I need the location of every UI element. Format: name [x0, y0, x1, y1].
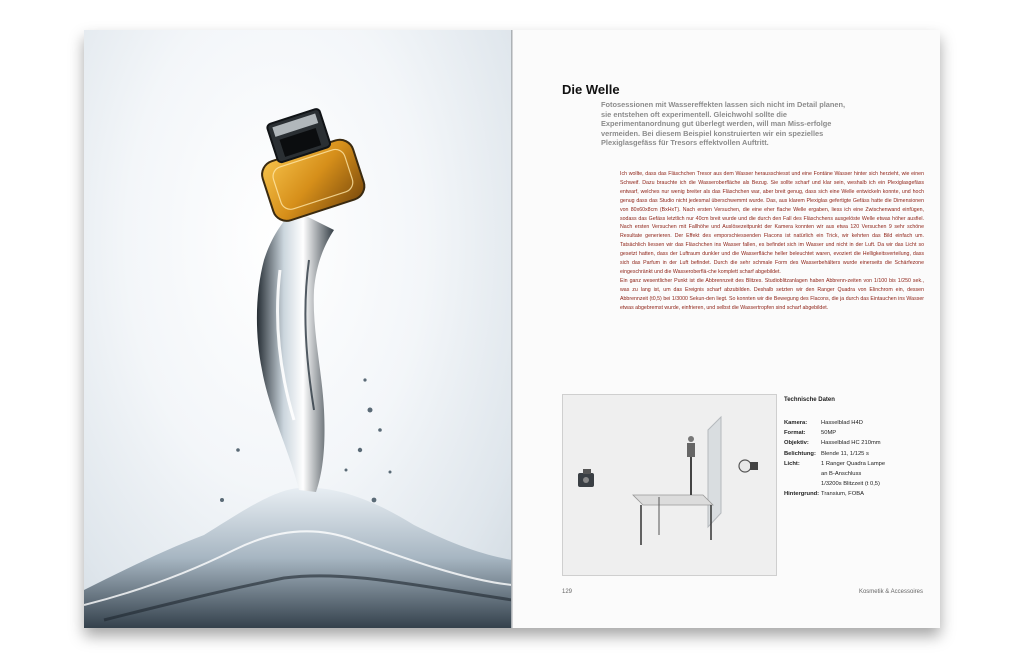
tech-data-table	[784, 418, 931, 500]
perfume-water-photo	[84, 30, 512, 628]
right-page	[513, 30, 940, 628]
tech-value: 50MP	[821, 430, 837, 437]
tech-row	[784, 479, 931, 489]
tech-value: 1 Ranger Quadra Lampe	[821, 460, 886, 467]
tech-key: Format:	[784, 430, 806, 437]
body-text	[620, 170, 924, 313]
tech-row	[784, 469, 931, 479]
tech-key: Belichtung:	[784, 450, 816, 457]
tech-row	[784, 418, 931, 428]
tech-key: Licht:	[784, 460, 800, 467]
intro-text: Fotosessionen mit Wassereffekten lassen sich nicht im Detail planen, sie entstehen oft experimentell. Gleichwohl sollte die Experimentanordnung gut überlegt werden, will man Miss-erfolge vermeiden. Bei diesem Beispiel konstruierten wir ein spezielles Plexiglasgefäss für Tresors effektvollen Auftritt.	[601, 100, 846, 148]
setup-illustration	[563, 395, 776, 575]
tech-value: Hasselblad HC 210mm	[821, 440, 881, 447]
tech-row	[784, 428, 931, 438]
tech-data-title: Technische Daten	[784, 397, 835, 403]
tech-value: Blende 11, 1/125 s	[821, 450, 869, 457]
page-number: 129	[562, 589, 573, 595]
tech-key	[784, 479, 821, 489]
flash-light-icon	[739, 460, 758, 472]
tech-value: an B-Anschluss	[821, 471, 862, 478]
tech-row	[784, 489, 931, 499]
body-paragraph: Ein ganz wesentlicher Punkt ist die Abbrennzeit des Blitzes. Studioblitzanlagen haben Abbrenn-zeiten von 1/100 bis 1/250 sek., was zu lang ist, um das Ereignis scharf abzubilden. Deshalb setzten wir den Ranger Quadra von Elinchrom ein, dessen Abbrennzeit (t0,5) bei 1/3000 Sekun-den liegt. So konnten wir die Bewegung des Flacons, die ja durch das Eintauchen ins Wasser etwas abgebremst wurde, einfrieren, und selbst die Wassertropfen sind scharf abgebildet.	[620, 277, 924, 311]
tech-key: Kamera:	[784, 420, 808, 426]
tech-row	[784, 449, 931, 459]
tech-value: Transium, FOBA	[821, 491, 864, 498]
section-label: Kosmetik & Accessoires	[858, 589, 923, 595]
tech-row	[784, 438, 931, 448]
tech-key	[784, 469, 821, 479]
tech-value: 1/3200s Blitzzeit (t 0,5)	[821, 481, 880, 488]
studio-setup-diagram	[562, 394, 777, 576]
body-paragraph: Ich wollte, dass das Fläschchen Tresor aus dem Wasser herausschiesst und eine Fontäne Wasser hinter sich herzieht, wie einen Schweif. Dazu brauchte ich die Wasseroberfläche als Bezug. Sie sollte scharf und klar sein, weshalb ich ein Plexiglasgefäss entwarf, welches nur wenig breiter als das Fläschchen war, aber breit genug, dass sich eine Welle entwickeln konnte, und hoch genug dass das Studio nicht jedesmal überschwemmt wurde. Das, aus klarem Plexiglas gefertigte Gefäss hatte die Dimensionen von 80x60x8cm (BxHxT). Nach ersten Versuchen, die eine eher flache Welle ergaben, liess ich eine Zwischenwand einfügen, sodass das Gefäss letztlich nur 40cm breit wurde und die durch den Fall des Fläschchens ausgelöste Welle etwas höher ausfiel. Nach ersten Versuchen mit Fallhöhe und Auslösezeitpunkt der Kamera konnten wir aus etwa 120 Versuchen 9 sehr schöne Resultate generieren. Der Effekt des emporschiessenden Flacons ist natürlich ein Trick, wir kehrten das Bild einfach um. Tatsächlich liessen wir das Fläschchen ins Wasser fallen, es befindet sich im Wasser und nicht in der Luft. Da wir das Licht so gesetzt hatten, dass der Luftraum dunkler und die Wasserfläche heller beleuchtet waren, evoziert die Helligkeitsverteilung, dass sich das Parfum in der Luft befindet. Durch die sehr schmale Form des Wasserbehälters wurde einerseits die Schärfezone eingeschränkt und die Wasseroberflä-che komplett scharf abgebildet.	[620, 171, 924, 275]
tech-value: Hasselblad H4D	[821, 420, 863, 426]
tech-key: Objektiv:	[784, 440, 809, 447]
tech-key: Hintergrund:	[784, 491, 820, 498]
book-spread	[84, 30, 940, 628]
camera-icon	[578, 469, 594, 487]
photo-illustration	[84, 30, 512, 628]
page-title: Die Welle	[562, 82, 620, 97]
tech-row	[784, 459, 931, 469]
